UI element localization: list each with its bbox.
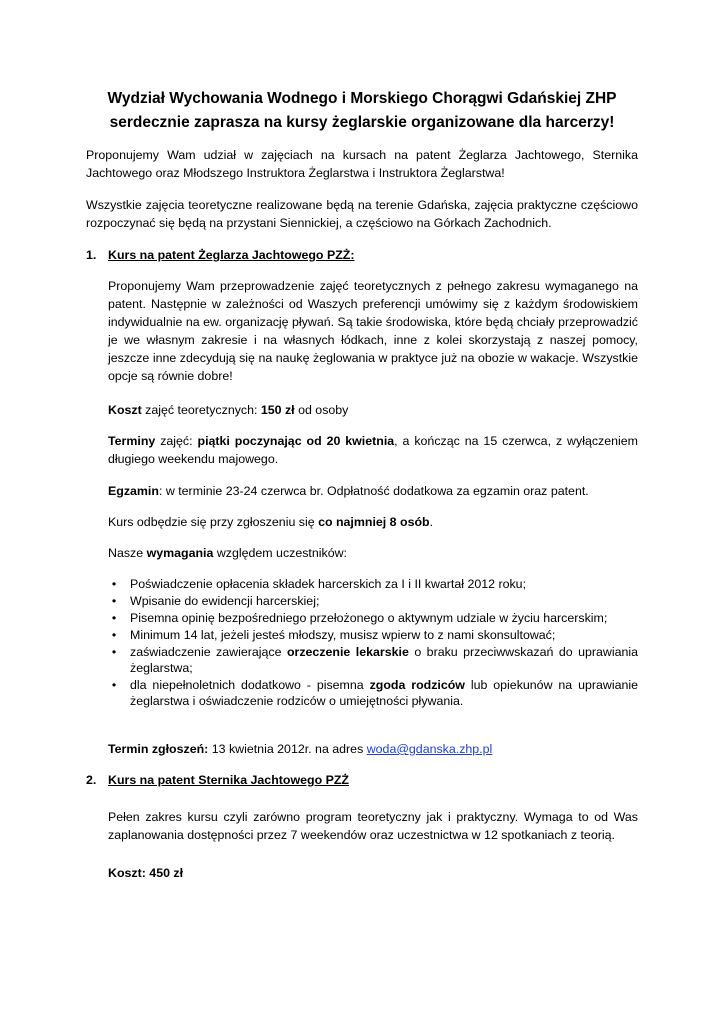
list-item (108, 576, 638, 592)
deadline-label: Termin zgłoszeń: (108, 742, 209, 756)
section-1-heading (86, 246, 354, 264)
list-item-text: Minimum 14 lat, jeżeli jesteś młodszy, musisz wpierw to z nami skonsultować; (130, 628, 556, 642)
email-link[interactable]: woda@gdanska.zhp.pl (366, 742, 493, 756)
list-item (108, 593, 638, 609)
list-item-text (130, 678, 638, 708)
section-1-description: Proponujemy Wam przeprowadzenie zajęć teoretycznych z pełnego zakresu wymaganego na patent. Następnie w zależności od Waszych preferencji umówimy się z każdym środowiskiem indywidualnie na ew. organizację pływań. Są takie środowiska, które będą chciały przeprowadzić je we własnym zakresie i na własnych łódkach, inne z kolei skorzystają z naszej pomocy, jeszcze inne zdecydują się na naukę żeglowania w praktyce już na obozie w wakacje. Wszystkie opcje są równie dobre! (108, 279, 638, 383)
section-1-title: Kurs na patent Żeglarza Jachtowego PZŻ: (108, 248, 355, 262)
item6-bold: zgoda rodziców (369, 678, 465, 692)
list-item (108, 610, 638, 626)
section-2-number: 2. (86, 773, 97, 787)
section-1-deadline (108, 740, 638, 758)
section-1-exam (108, 482, 638, 500)
list-item-text: Pisemna opinię bezpośredniego przełożonego o aktywnym udziale w życiu harcerskim; (130, 611, 608, 625)
bullet-icon: • (111, 611, 117, 625)
section-2-cost (108, 864, 638, 882)
exam-label: Egzamin (108, 484, 159, 498)
list-item (108, 627, 638, 643)
section-2-cost-text: Koszt: 450 zł (108, 866, 184, 880)
bullet-icon: • (111, 594, 117, 608)
req-pre: Nasze (108, 546, 147, 560)
bullet-icon: • (111, 577, 117, 591)
cost-tail: od osoby (294, 403, 349, 417)
list-item (108, 644, 638, 676)
list-item-text: Wpisanie do ewidencji harcerskiej; (130, 594, 320, 608)
terms-label: Terminy (108, 434, 156, 448)
section-1-minimum (108, 513, 638, 531)
bullet-icon: • (111, 645, 117, 659)
section-1-requirements-intro (108, 544, 638, 562)
document-title-line-1: Wydział Wychowania Wodnego i Morskiego Chorągwi Gdańskiej ZHP (107, 90, 617, 107)
terms-tail: , a kończąc na 15 czerwca, z wyłączeniem długiego weekendu majowego. (108, 434, 638, 466)
min-tail: . (429, 515, 434, 529)
document-title-line-2: serdecznie zaprasza na kursy żeglarskie organizowane dla harcerzy! (109, 114, 615, 131)
list-item (108, 677, 638, 709)
section-1-number: 1. (86, 248, 97, 262)
item5-tail: o braku przeciwwskazań do uprawiania żeglarstwa; (130, 645, 638, 675)
list-item-text: Poświadczenie opłacenia składek harcerskich za I i II kwartał 2012 roku; (130, 577, 527, 591)
bullet-icon: • (111, 628, 117, 642)
section-1-cost (108, 401, 638, 419)
terms-mid: zajęć: (155, 434, 198, 448)
section-2-heading (86, 771, 349, 789)
list-item-text (130, 645, 638, 675)
terms-bold: piątki poczynając od 20 kwietnia (197, 434, 395, 448)
item6-pre: dla niepełnoletnich dodatkowo - pisemna (130, 678, 370, 692)
intro-paragraph-1: Proponujemy Wam udział w zajęciach na kursach na patent Żeglarza Jachtowego, Sternika Jachtowego oraz Młodszego Instruktora Żeglarstwa i Instruktora Żeglarstwa! (86, 148, 638, 180)
cost-label: Koszt (108, 403, 142, 417)
item5-pre: zaświadczenie zawierające (130, 645, 287, 659)
deadline-text: 13 kwietnia 2012r. na adres (208, 742, 367, 756)
bullet-icon: • (111, 678, 117, 692)
section-2-title: Kurs na patent Sternika Jachtowego PZŻ (108, 773, 349, 787)
min-pre: Kurs odbędzie się przy zgłoszeniu się (108, 515, 319, 529)
item6-tail: lub opiekunów na uprawianie żeglarstwa i oświadczenie rodziców o umiejętności pływania. (130, 678, 639, 708)
cost-mid: zajęć teoretycznych: (141, 403, 261, 417)
cost-value: 150 zł (260, 403, 295, 417)
intro-paragraph-2: Wszystkie zajęcia teoretyczne realizowane będą na terenie Gdańska, zajęcia praktyczne częściowo rozpoczynać się będą na przystani Siennickiej, a częściowo na Górkach Zachodnich. (86, 198, 638, 230)
exam-tail: : w terminie 23-24 czerwca br. Odpłatność dodatkowa za egzamin oraz patent. (158, 484, 589, 498)
min-bold: co najmniej 8 osób (318, 515, 430, 529)
requirements-list (108, 576, 638, 710)
section-2-description: Pełen zakres kursu czyli zarówno program teoretyczny jak i praktyczny. Wymaga to od Was zaplanowania dostępności przez 7 weekendów oraz uczestnictwa w 12 spotkaniach z teorią. (108, 810, 638, 842)
item5-bold: orzeczenie lekarskie (286, 645, 409, 659)
section-1-terms (108, 432, 638, 468)
req-tail: względem uczestników: (213, 546, 347, 560)
req-bold: wymagania (146, 546, 214, 560)
